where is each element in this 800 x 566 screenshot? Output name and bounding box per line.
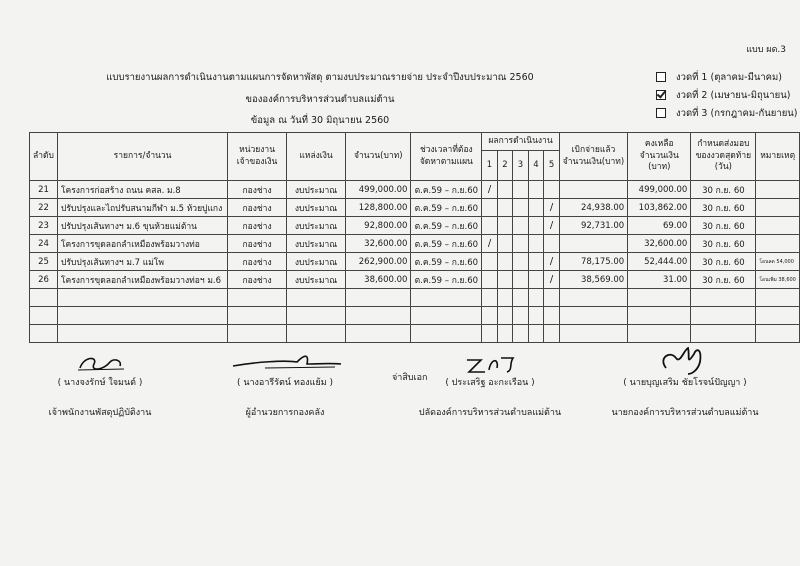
- empty-cell: [482, 325, 498, 343]
- cell-unit: กองช่าง: [228, 217, 287, 235]
- empty-cell: [756, 325, 800, 343]
- cell-remain: 499,000.00: [628, 181, 691, 199]
- cell-item: โครงการก่อสร้าง ถนน คสล. ม.8: [57, 181, 227, 199]
- table-row-empty: [30, 289, 800, 307]
- table-row: [30, 199, 800, 217]
- empty-cell: [411, 307, 482, 325]
- cell-period: ต.ค.59 – ก.ย.60: [411, 181, 482, 199]
- empty-cell: [286, 307, 345, 325]
- empty-cell: [228, 325, 287, 343]
- signature-block-4: [585, 344, 785, 420]
- cell-period: ต.ค.59 – ก.ย.60: [411, 235, 482, 253]
- cell-source: งบประมาณ: [286, 235, 345, 253]
- table-row-empty: [30, 325, 800, 343]
- cell-spent: 24,938.00: [559, 199, 627, 217]
- cell-remain: 69.00: [628, 217, 691, 235]
- cell-spent: [559, 235, 627, 253]
- signature-1-position: เจ้าพนักงานพัสดุปฏิบัติงาน: [48, 408, 152, 418]
- empty-cell: [528, 307, 544, 325]
- cell-no: 23: [30, 217, 58, 235]
- signature-block-3: [400, 350, 580, 420]
- signature-3-prefix: จ่าสิบเอก: [392, 373, 428, 383]
- table-row-empty: [30, 307, 800, 325]
- header-note: หมายเหตุ: [756, 133, 800, 181]
- cell-progress-2: [497, 235, 513, 253]
- table-row: [30, 217, 800, 235]
- empty-cell: [286, 289, 345, 307]
- cell-amount: 499,000.00: [346, 181, 411, 199]
- empty-cell: [691, 289, 756, 307]
- quarter-option-3[interactable]: [656, 104, 797, 122]
- cell-amount: 32,600.00: [346, 235, 411, 253]
- signature-3-name: ( ประเสริฐ อะกะเรือน ): [445, 378, 535, 388]
- cell-progress-5: [544, 235, 560, 253]
- cell-progress-3: [513, 253, 529, 271]
- empty-cell: [628, 307, 691, 325]
- empty-cell: [497, 307, 513, 325]
- empty-cell: [691, 325, 756, 343]
- empty-cell: [346, 307, 411, 325]
- cell-no: 26: [30, 271, 58, 289]
- cell-progress-1: [482, 217, 498, 235]
- header-step-2: 2: [497, 151, 513, 181]
- organization-name: ขององค์การบริหารส่วนตำบลแม่ต้าน: [245, 94, 395, 105]
- empty-cell: [57, 325, 227, 343]
- cell-item: ปรับปรุงและไถปรับสนามกีฬา ม.5 ห้วยปูแกง: [57, 199, 227, 217]
- cell-progress-1: [482, 199, 498, 217]
- empty-cell: [528, 325, 544, 343]
- empty-cell: [346, 325, 411, 343]
- header-deliver: กำหนดส่งมอบ ของงวดสุดท้าย (วัน): [691, 133, 756, 181]
- cell-deliver: 30 ก.ย. 60: [691, 235, 756, 253]
- empty-cell: [544, 289, 560, 307]
- empty-cell: [346, 289, 411, 307]
- signature-4-scribble: [650, 344, 720, 376]
- cell-no: 21: [30, 181, 58, 199]
- cell-period: ต.ค.59 – ก.ย.60: [411, 217, 482, 235]
- signature-block-2: [195, 350, 375, 420]
- empty-cell: [513, 325, 529, 343]
- cell-unit: กองช่าง: [228, 253, 287, 271]
- quarter-option-2[interactable]: [656, 86, 797, 104]
- cell-progress-1: [482, 253, 498, 271]
- cell-note: [756, 181, 800, 199]
- cell-progress-3: [513, 271, 529, 289]
- signature-block-1: [20, 350, 180, 420]
- signature-2-scribble: [225, 350, 345, 376]
- header-step-1: 1: [482, 151, 498, 181]
- cell-no: 25: [30, 253, 58, 271]
- empty-cell: [228, 289, 287, 307]
- empty-cell: [411, 289, 482, 307]
- quarter-selector: [656, 68, 797, 122]
- empty-cell: [497, 289, 513, 307]
- cell-amount: 262,900.00: [346, 253, 411, 271]
- cell-unit: กองช่าง: [228, 181, 287, 199]
- cell-note: [756, 217, 800, 235]
- header-period: ช่วงเวลาที่ต้อง จัดหาตามแผน: [411, 133, 482, 181]
- cell-period: ต.ค.59 – ก.ย.60: [411, 271, 482, 289]
- cell-period: ต.ค.59 – ก.ย.60: [411, 199, 482, 217]
- cell-spent: 38,569.00: [559, 271, 627, 289]
- quarter-1-checkbox[interactable]: [656, 72, 666, 82]
- cell-progress-4: [528, 235, 544, 253]
- cell-source: งบประมาณ: [286, 271, 345, 289]
- signature-3-position: ปลัดองค์การบริหารส่วนตำบลแม่ต้าน: [418, 408, 562, 418]
- empty-cell: [30, 307, 58, 325]
- empty-cell: [57, 289, 227, 307]
- progress-tick-mark: /: [544, 217, 560, 235]
- header-spent: เบิกจ่ายแล้ว จำนวนเงิน(บาท): [559, 133, 627, 181]
- cell-progress-2: [497, 199, 513, 217]
- cell-spent: [559, 181, 627, 199]
- header-item: รายการ/จำนวน: [57, 133, 227, 181]
- cell-progress-4: [528, 253, 544, 271]
- signature-2-name: ( นางอารีรัตน์ ทองแย้ม ): [236, 378, 334, 388]
- report-date: ข้อมูล ณ วันที่ 30 มิถุนายน 2560: [250, 115, 390, 126]
- empty-cell: [513, 307, 529, 325]
- cell-progress-4: [528, 217, 544, 235]
- cell-spent: 92,731.00: [559, 217, 627, 235]
- header-no: ลำดับ: [30, 133, 58, 181]
- cell-deliver: 30 ก.ย. 60: [691, 199, 756, 217]
- signature-1-scribble: [70, 350, 130, 376]
- cell-progress-2: [497, 271, 513, 289]
- table-row: [30, 253, 800, 271]
- empty-cell: [513, 289, 529, 307]
- cell-progress-3: [513, 199, 529, 217]
- empty-cell: [482, 307, 498, 325]
- empty-cell: [756, 307, 800, 325]
- quarter-3-label: งวดที่ 3 (กรกฎาคม-กันยายน): [676, 107, 798, 119]
- cell-no: 22: [30, 199, 58, 217]
- cell-note: โอนเพิ่ม 38,600: [756, 271, 800, 289]
- empty-cell: [228, 307, 287, 325]
- cell-no: 24: [30, 235, 58, 253]
- cell-source: งบประมาณ: [286, 181, 345, 199]
- empty-cell: [411, 325, 482, 343]
- header-unit: หน่วยงาน เจ้าของเงิน: [228, 133, 287, 181]
- quarter-1-label: งวดที่ 1 (ตุลาคม-มีนาคม): [676, 71, 782, 83]
- cell-spent: 78,175.00: [559, 253, 627, 271]
- signature-3-scribble: [455, 350, 525, 376]
- quarter-option-1[interactable]: [656, 68, 797, 86]
- cell-item: ปรับปรุงเส้นทางฯ ม.7 แม่โพ: [57, 253, 227, 271]
- progress-tick-mark: /: [544, 253, 560, 271]
- empty-cell: [559, 289, 627, 307]
- cell-progress-3: [513, 235, 529, 253]
- table-row: [30, 271, 800, 289]
- cell-deliver: 30 ก.ย. 60: [691, 181, 756, 199]
- empty-cell: [57, 307, 227, 325]
- form-code: แบบ ผด.3: [746, 45, 786, 55]
- procurement-table: [29, 132, 800, 343]
- cell-progress-3: [513, 181, 529, 199]
- cell-progress-3: [513, 217, 529, 235]
- cell-remain: 52,444.00: [628, 253, 691, 271]
- cell-note: [756, 199, 800, 217]
- cell-amount: 38,600.00: [346, 271, 411, 289]
- cell-unit: กองช่าง: [228, 235, 287, 253]
- signature-2-position: ผู้อำนวยการกองคลัง: [245, 408, 325, 418]
- progress-tick-mark: /: [544, 271, 560, 289]
- empty-cell: [559, 307, 627, 325]
- cell-amount: 128,800.00: [346, 199, 411, 217]
- cell-item: ปรับปรุงเส้นทางฯ ม.6 ขุนห้วยแม่ต้าน: [57, 217, 227, 235]
- cell-unit: กองช่าง: [228, 271, 287, 289]
- signature-4-position: นายกองค์การบริหารส่วนตำบลแม่ต้าน: [611, 408, 759, 418]
- empty-cell: [482, 289, 498, 307]
- cell-note: โอนลด 54,000: [756, 253, 800, 271]
- cell-deliver: 30 ก.ย. 60: [691, 253, 756, 271]
- table-header-row: [30, 133, 800, 151]
- cell-source: งบประมาณ: [286, 253, 345, 271]
- cell-period: ต.ค.59 – ก.ย.60: [411, 253, 482, 271]
- quarter-2-checkbox[interactable]: [656, 90, 666, 100]
- header-step-4: 4: [528, 151, 544, 181]
- table-row: [30, 235, 800, 253]
- cell-remain: 32,600.00: [628, 235, 691, 253]
- cell-unit: กองช่าง: [228, 199, 287, 217]
- cell-progress-5: [544, 181, 560, 199]
- cell-item: โครงการขุดลอกลำเหมืองพร้อมวางท่อ: [57, 235, 227, 253]
- cell-source: งบประมาณ: [286, 217, 345, 235]
- cell-note: [756, 235, 800, 253]
- cell-deliver: 30 ก.ย. 60: [691, 217, 756, 235]
- cell-progress-4: [528, 181, 544, 199]
- header-remain: คงเหลือ จำนวนเงิน (บาท): [628, 133, 691, 181]
- empty-cell: [497, 325, 513, 343]
- empty-cell: [30, 289, 58, 307]
- cell-progress-4: [528, 271, 544, 289]
- cell-progress-2: [497, 217, 513, 235]
- header-progress: ผลการดำเนินงาน: [482, 133, 560, 151]
- cell-remain: 31.00: [628, 271, 691, 289]
- cell-source: งบประมาณ: [286, 199, 345, 217]
- progress-tick-mark: /: [544, 199, 560, 217]
- header-step-5: 5: [544, 151, 560, 181]
- signature-4-name: ( นายบุญเสริม ชัยโรจน์ปัญญา ): [623, 378, 747, 388]
- empty-cell: [544, 307, 560, 325]
- progress-tick-mark: /: [482, 181, 498, 199]
- empty-cell: [691, 307, 756, 325]
- header-amount: จำนวน(บาท): [346, 133, 411, 181]
- empty-cell: [756, 289, 800, 307]
- empty-cell: [559, 325, 627, 343]
- quarter-2-label: งวดที่ 2 (เมษายน-มิถุนายน): [676, 89, 791, 101]
- empty-cell: [286, 325, 345, 343]
- cell-deliver: 30 ก.ย. 60: [691, 271, 756, 289]
- header-source: แหล่งเงิน: [286, 133, 345, 181]
- progress-tick-mark: /: [482, 235, 498, 253]
- report-title: แบบรายงานผลการดำเนินงานตามแผนการจัดหาพัสดุ ตามงบประมาณรายจ่าย ประจำปีงบประมาณ 2560: [106, 72, 534, 83]
- header-step-3: 3: [513, 151, 529, 181]
- cell-remain: 103,862.00: [628, 199, 691, 217]
- empty-cell: [628, 325, 691, 343]
- cell-progress-2: [497, 181, 513, 199]
- cell-progress-4: [528, 199, 544, 217]
- table-body: [30, 181, 800, 343]
- empty-cell: [628, 289, 691, 307]
- cell-progress-2: [497, 253, 513, 271]
- empty-cell: [528, 289, 544, 307]
- table-row: [30, 181, 800, 199]
- empty-cell: [544, 325, 560, 343]
- cell-item: โครงการขุดลอกลำเหมืองพร้อมวางท่อฯ ม.6: [57, 271, 227, 289]
- empty-cell: [30, 325, 58, 343]
- cell-progress-1: [482, 271, 498, 289]
- signature-1-name: ( นางจงรักษ์ ใจมนต์ ): [57, 378, 143, 388]
- quarter-3-checkbox[interactable]: [656, 108, 666, 118]
- cell-amount: 92,800.00: [346, 217, 411, 235]
